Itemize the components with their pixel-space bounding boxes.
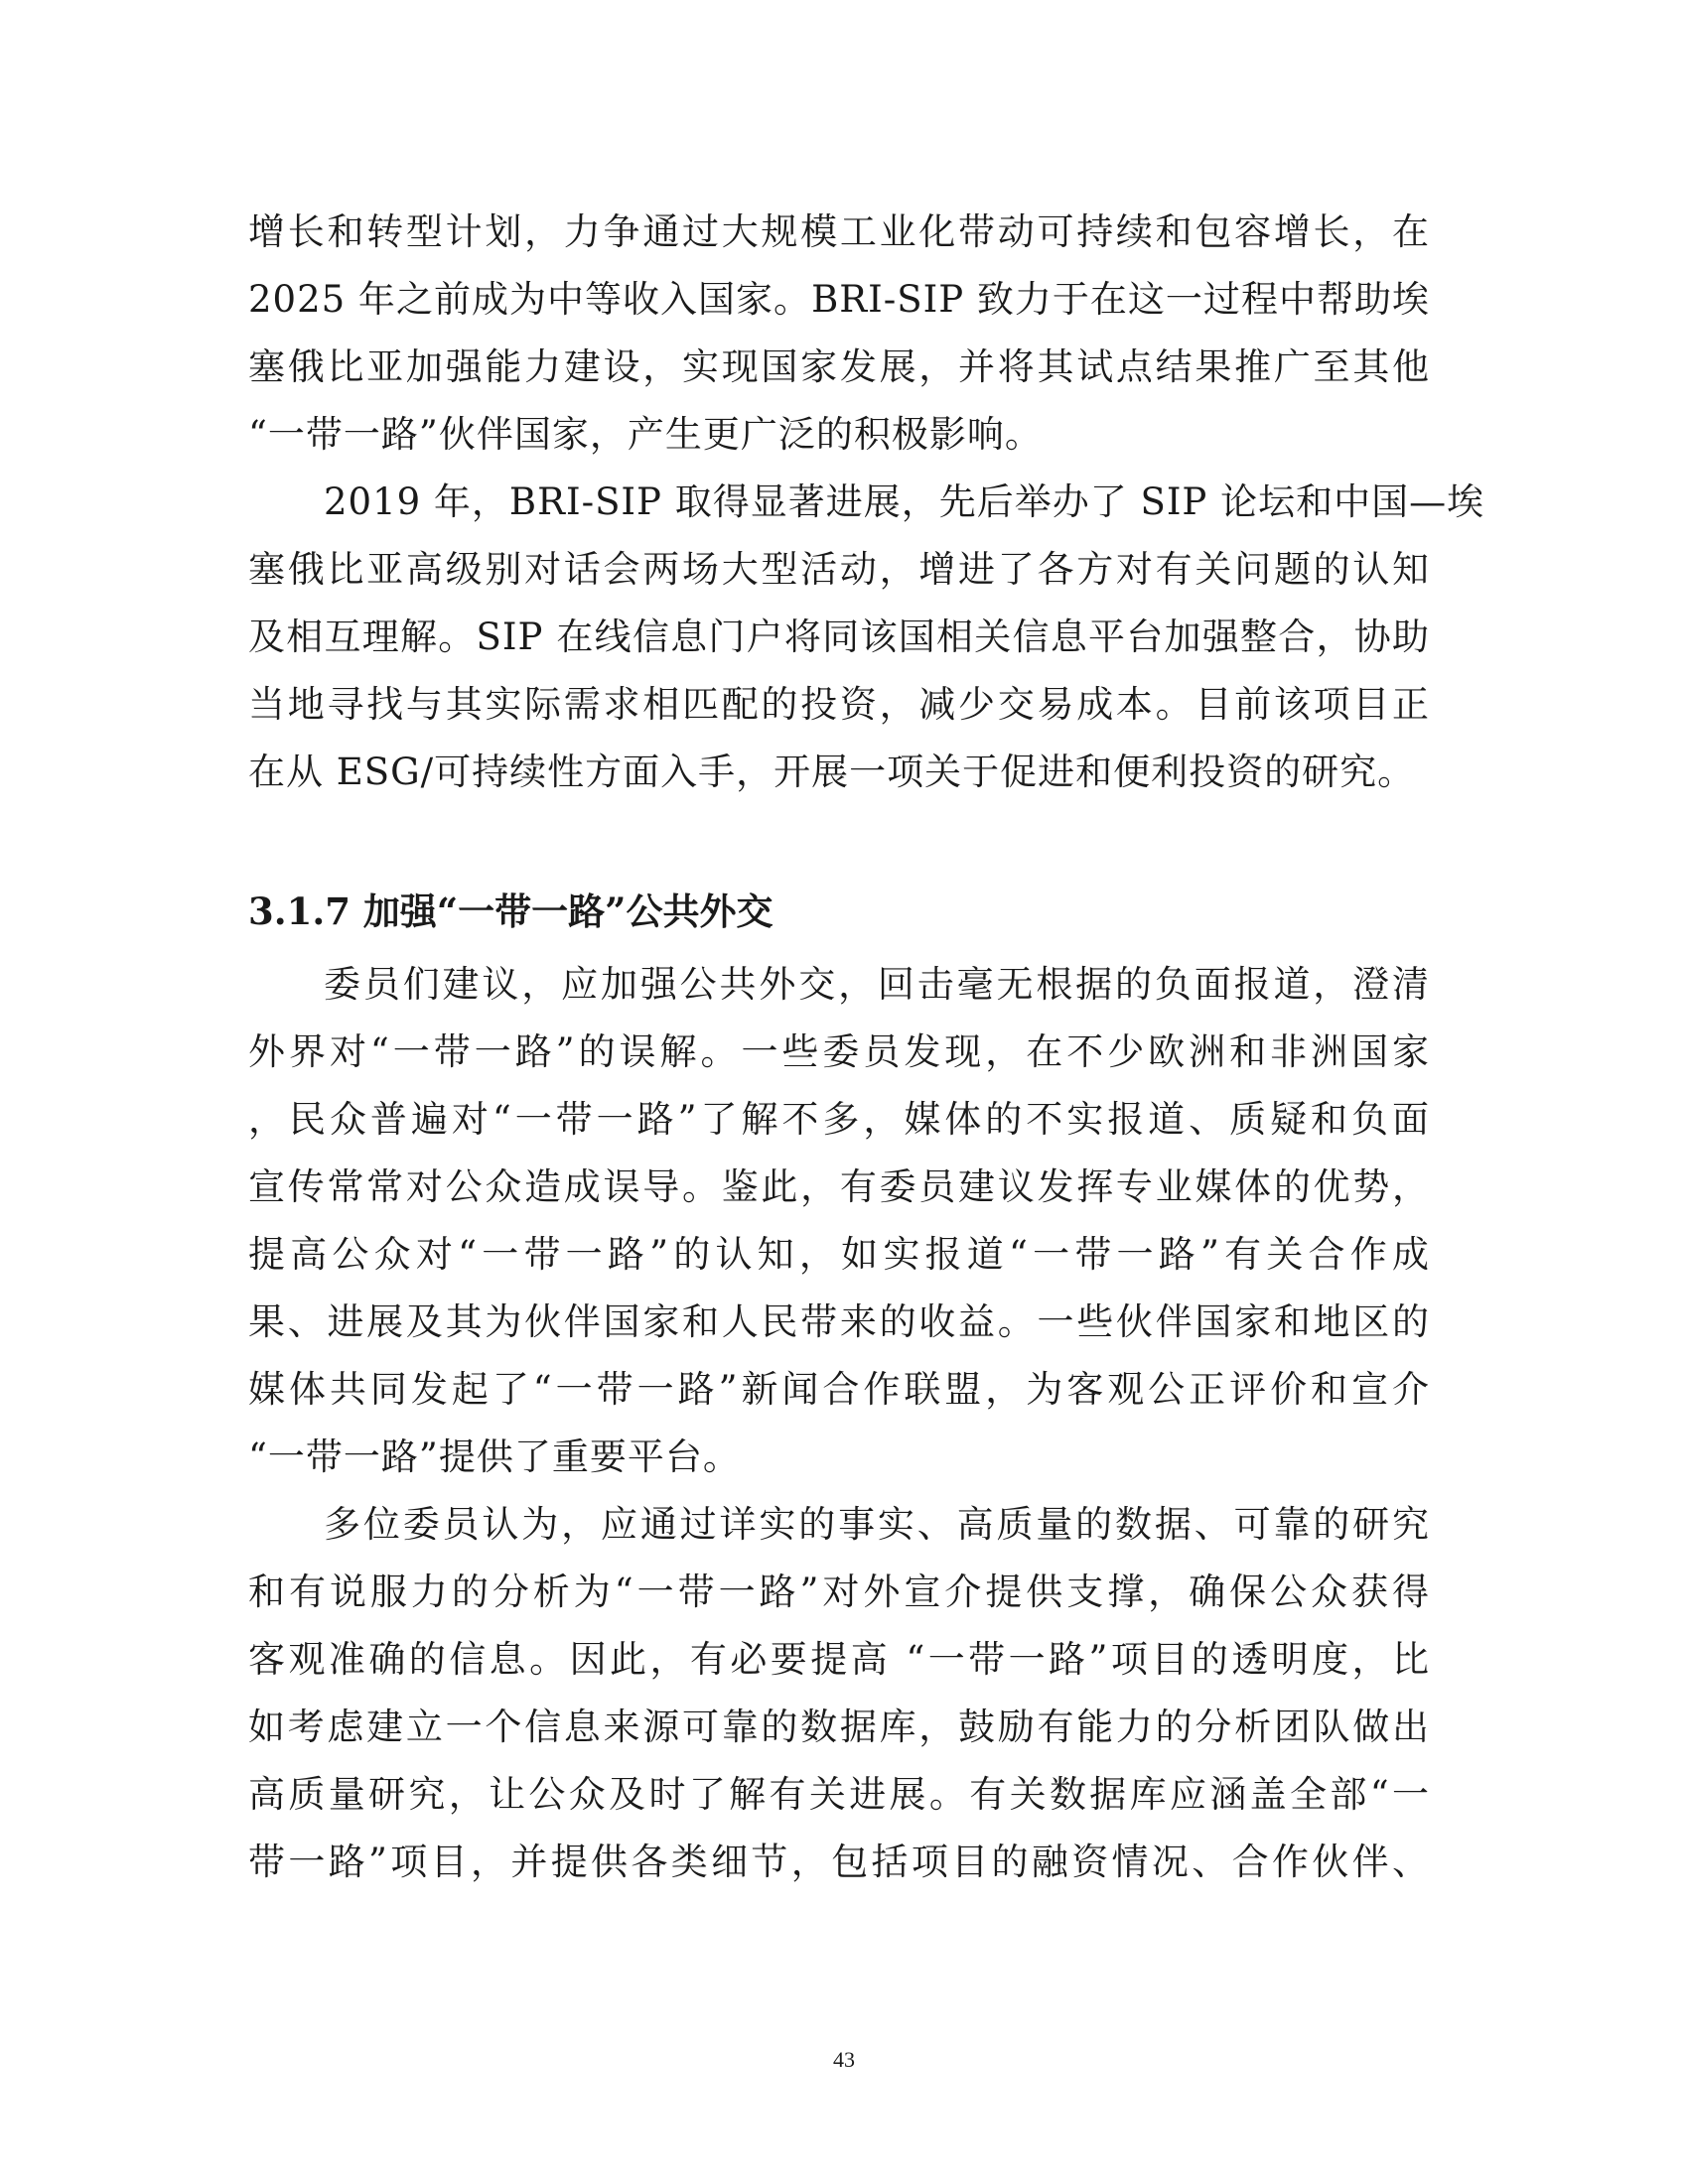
text-line: 如考虑建立一个信息来源可靠的数据库，鼓励有能力的分析团队做出: [248, 1706, 1430, 1748]
text-line: 2025 年之前成为中等收入国家。BRI-SIP 致力于在这一过程中帮助埃: [248, 278, 1430, 321]
text-line: 果、进展及其为伙伴国家和人民带来的收益。一些伙伴国家和地区的: [248, 1300, 1430, 1343]
text-line: 提高公众对“一带一路”的认知，如实报道“一带一路”有关合作成: [248, 1233, 1430, 1276]
text-line: 在从 ESG/可持续性方面入手，开展一项关于促进和便利投资的研究。: [248, 751, 1416, 793]
text-line: “一带一路”伙伴国家，产生更广泛的积极影响。: [248, 413, 1043, 456]
text-line: “一带一路”提供了重要平台。: [248, 1435, 741, 1478]
page-number: 43: [833, 2047, 855, 2072]
paragraph-bri-sip-2019: [248, 469, 1485, 806]
text-line: 带一路”项目，并提供各类细节，包括项目的融资情况、合作伙伴、: [248, 1841, 1430, 1883]
text-line: 多位委员认为，应通过详实的事实、高质量的数据、可靠的研究: [324, 1503, 1430, 1546]
text-line: 塞俄比亚加强能力建设，实现国家发展，并将其试点结果推广至其他: [248, 345, 1430, 388]
text-line: 2019 年，BRI-SIP 取得显著进展，先后举办了 SIP 论坛和中国—埃: [324, 480, 1485, 523]
document-page: [248, 199, 1485, 1896]
text-line: ，民众普遍对“一带一路”了解不多，媒体的不实报道、质疑和负面: [248, 1098, 1430, 1141]
text-line: 宣传常常对公众造成误导。鉴此，有委员建议发挥专业媒体的优势，: [248, 1165, 1430, 1208]
paragraph-public-diplomacy: [248, 951, 1430, 1491]
text-line: 塞俄比亚高级别对话会两场大型活动，增进了各方对有关问题的认知: [248, 548, 1430, 591]
section-heading: 3.1.7 加强“一带一路”公共外交: [248, 889, 774, 933]
text-line: 当地寻找与其实际需求相匹配的投资，减少交易成本。目前该项目正: [248, 683, 1430, 726]
text-line: 外界对“一带一路”的误解。一些委员发现，在不少欧洲和非洲国家: [248, 1030, 1430, 1073]
text-line: 和有说服力的分析为“一带一路”对外宣介提供支撑，确保公众获得: [248, 1570, 1430, 1613]
paragraph-transparency: [248, 1491, 1430, 1896]
text-line: 客观准确的信息。因此，有必要提高 “一带一路”项目的透明度，比: [248, 1638, 1430, 1681]
text-line: 及相互理解。SIP 在线信息门户将同该国相关信息平台加强整合，协助: [248, 615, 1430, 658]
text-line: 高质量研究，让公众及时了解有关进展。有关数据库应涵盖全部“一: [248, 1773, 1430, 1816]
paragraph-ethiopia-plan: [248, 199, 1430, 469]
text-line: 媒体共同发起了“一带一路”新闻合作联盟，为客观公正评价和宣介: [248, 1368, 1430, 1411]
text-line: 委员们建议，应加强公共外交，回击毫无根据的负面报道，澄清: [324, 963, 1430, 1006]
text-line: 增长和转型计划，力争通过大规模工业化带动可持续和包容增长，在: [248, 210, 1430, 253]
